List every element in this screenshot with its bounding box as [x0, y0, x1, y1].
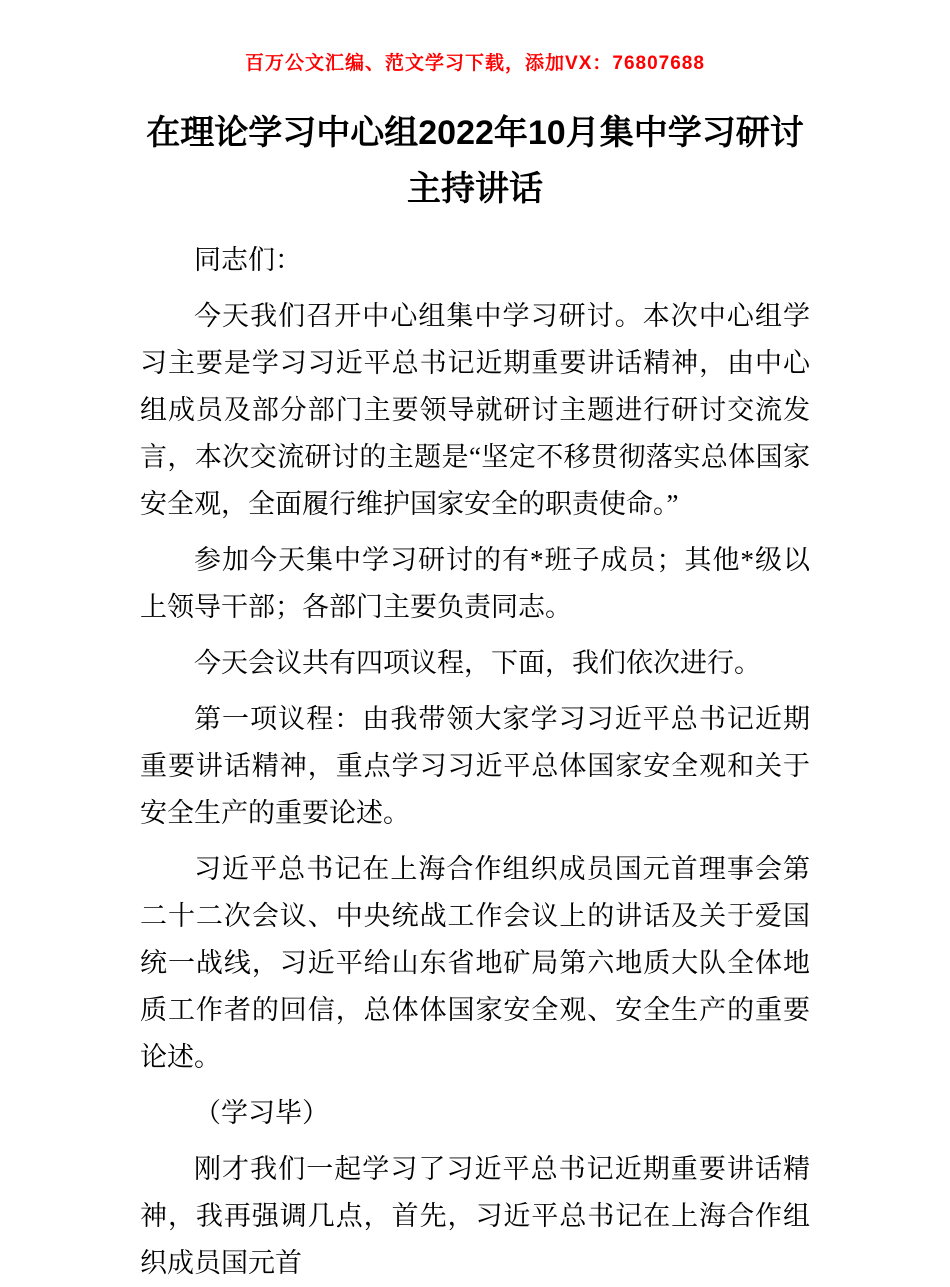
- paragraph: 今天会议共有四项议程，下面，我们依次进行。: [194, 648, 761, 678]
- document-title: [140, 105, 810, 217]
- paragraph-salutation: 同志们：: [194, 245, 302, 275]
- paragraph: 习近平总书记在上海合作组织成员国元首理事会第二十二次会议、中央统战工作会议上的讲话及关于爱国统一战线，习近平给山东省地矿局第六地质大队全体地质工作者的回信，总体体国家安全观、安全生产的重要论述。: [140, 854, 810, 1072]
- paragraph: 参加今天集中学习研讨的有*班子成员；其他*级以上领导干部；各部门主要负责同志。: [140, 545, 810, 622]
- paragraph: 刚才我们一起学习了习近平总书记近期重要讲话精神，我再强调几点，首先，习近平总书记在上海合作组织成员国元首: [140, 1154, 810, 1278]
- document-body: [140, 237, 810, 1287]
- paragraph-study-note: （学习毕）: [194, 1098, 329, 1128]
- watermark-header: 百万公文汇编、范文学习下载，添加VX：76807688: [245, 53, 705, 74]
- document-title-line-2: 主持讲话: [407, 170, 543, 208]
- paragraph: 第一项议程：由我带领大家学习习近平总书记近期重要讲话精神，重点学习习近平总体国家安全观和关于安全生产的重要论述。: [140, 704, 810, 828]
- paragraph: 今天我们召开中心组集中学习研讨。本次中心组学习主要是学习习近平总书记近期重要讲话精神，由中心组成员及部分部门主要领导就研讨主题进行研讨交流发言，本次交流研讨的主题是“坚定不移贯彻落实总体国家安全观，全面履行维护国家安全的职责使命。”: [140, 301, 810, 519]
- document-title-line-1: 在理论学习中心组2022年10月集中学习研讨: [146, 114, 804, 152]
